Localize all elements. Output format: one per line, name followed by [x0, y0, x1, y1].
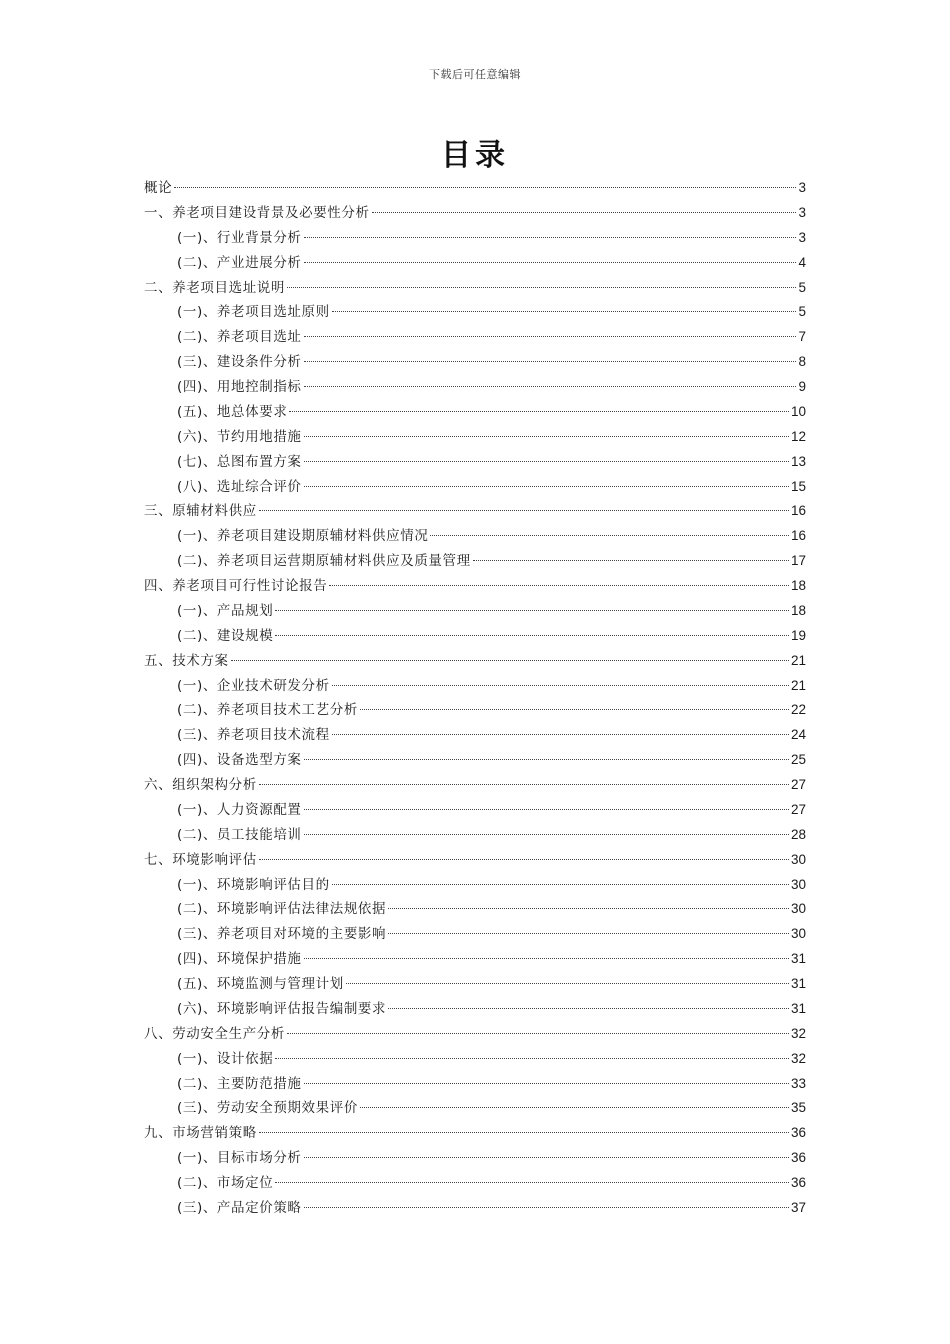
toc-dot-leader: [304, 461, 789, 462]
toc-entry-label: (一)、环境影响评估目的: [177, 876, 330, 893]
toc-entry[interactable]: [144, 1121, 806, 1146]
toc-entry-page: 32: [790, 1050, 806, 1066]
toc-entry-page: 3: [798, 180, 806, 195]
toc-entry[interactable]: [144, 848, 806, 873]
toc-dot-leader: [304, 834, 789, 835]
toc-entry-label: 七、环境影响评估: [144, 851, 257, 868]
toc-dot-leader: [275, 635, 789, 636]
toc-entry-page: 24: [790, 727, 806, 743]
toc-dot-leader: [329, 585, 789, 586]
toc-entry[interactable]: [144, 325, 806, 350]
toc-entry[interactable]: [144, 599, 806, 624]
toc-entry[interactable]: [144, 674, 806, 699]
toc-entry[interactable]: [144, 549, 806, 574]
toc-dot-leader: [360, 709, 789, 710]
toc-entry[interactable]: [144, 698, 806, 723]
toc-dot-leader: [259, 859, 789, 860]
toc-entry-label: (八)、选址综合评价: [177, 478, 302, 495]
toc-entry-page: 30: [790, 851, 806, 867]
toc-entry-label: (一)、养老项目选址原则: [177, 304, 330, 321]
toc-dot-leader: [259, 784, 789, 785]
toc-entry-page: 31: [790, 1000, 806, 1016]
toc-entry[interactable]: [144, 574, 806, 599]
toc-entry-page: 16: [790, 528, 806, 544]
toc-entry-page: 17: [790, 553, 806, 569]
toc-entry-page: 31: [790, 951, 806, 967]
toc-dot-leader: [388, 908, 789, 909]
toc-entry[interactable]: [144, 1047, 806, 1072]
toc-dot-leader: [332, 685, 789, 686]
toc-entry-page: 18: [790, 602, 806, 618]
toc-entry-label: 九、市场营销策略: [144, 1125, 257, 1142]
toc-entry-page: 21: [790, 652, 806, 668]
toc-dot-leader: [289, 411, 789, 412]
toc-entry[interactable]: [144, 251, 806, 276]
toc-entry-label: (三)、建设条件分析: [177, 354, 302, 371]
toc-entry[interactable]: [144, 873, 806, 898]
toc-entry-page: 10: [790, 403, 806, 419]
toc-dot-leader: [174, 187, 796, 188]
toc-entry-label: (四)、用地控制指标: [177, 379, 302, 395]
toc-entry[interactable]: [144, 1022, 806, 1047]
toc-entry-page: 28: [790, 826, 806, 842]
toc-dot-leader: [304, 336, 797, 337]
toc-entry-label: (二)、市场定位: [177, 1175, 274, 1191]
toc-entry[interactable]: [144, 972, 806, 997]
toc-entry-page: 3: [798, 229, 806, 245]
toc-entry-label: (二)、环境影响评估法律法规依据: [177, 901, 387, 918]
toc-entry-label: (一)、企业技术研发分析: [177, 677, 330, 694]
toc-entry-page: 3: [798, 204, 806, 220]
toc-entry-label: (三)、养老项目技术流程: [177, 727, 330, 744]
toc-entry-page: 37: [790, 1199, 806, 1215]
toc-dot-leader: [304, 958, 789, 959]
toc-entry-label: (一)、目标市场分析: [177, 1150, 302, 1167]
toc-entry[interactable]: [144, 1072, 806, 1097]
toc-dot-leader: [304, 1207, 789, 1208]
toc-dot-leader: [304, 386, 797, 387]
toc-entry-label: 概论: [144, 180, 173, 196]
toc-dot-leader: [304, 759, 789, 760]
toc-dot-leader: [287, 287, 796, 288]
toc-entry-label: 三、原辅材料供应: [144, 503, 257, 520]
toc-dot-leader: [275, 610, 789, 611]
toc-entry[interactable]: [144, 798, 806, 823]
toc-entry-page: 15: [790, 478, 806, 494]
toc-entry-page: 22: [790, 702, 806, 718]
toc-dot-leader: [304, 436, 789, 437]
toc-list: [144, 176, 806, 1221]
toc-entry[interactable]: [144, 997, 806, 1022]
header-note: 下载后可任意编辑: [429, 68, 521, 81]
toc-entry-label: (二)、养老项目技术工艺分析: [177, 702, 358, 719]
toc-dot-leader: [332, 734, 789, 735]
toc-entry-page: 21: [790, 677, 806, 693]
toc-entry[interactable]: [144, 1146, 806, 1171]
toc-dot-leader: [231, 660, 789, 661]
toc-entry-page: 36: [790, 1150, 806, 1166]
toc-title: 目录: [441, 138, 509, 173]
toc-dot-leader: [259, 1132, 789, 1133]
toc-entry-page: 7: [798, 329, 806, 345]
toc-entry-label: (三)、养老项目对环境的主要影响: [177, 926, 387, 943]
toc-entry-label: 一、养老项目建设背景及必要性分析: [144, 204, 370, 221]
toc-entry-label: (七)、总图布置方案: [177, 453, 302, 470]
toc-entry[interactable]: [144, 773, 806, 798]
toc-entry[interactable]: [144, 475, 806, 500]
toc-entry[interactable]: [144, 748, 806, 773]
toc-entry-page: 16: [790, 503, 806, 519]
toc-entry-page: 18: [790, 578, 806, 593]
toc-entry-label: 四、养老项目可行性讨论报告: [144, 578, 328, 594]
toc-entry[interactable]: [144, 350, 806, 375]
toc-entry-page: 30: [790, 901, 806, 917]
toc-entry-label: (五)、环境监测与管理计划: [177, 976, 344, 992]
toc-entry[interactable]: [144, 1096, 806, 1121]
toc-dot-leader: [287, 1033, 789, 1034]
toc-entry-page: 25: [790, 752, 806, 768]
toc-dot-leader: [304, 809, 789, 810]
toc-entry-page: 5: [798, 279, 806, 295]
toc-entry[interactable]: [144, 897, 806, 922]
toc-dot-leader: [360, 1107, 789, 1108]
toc-entry[interactable]: [144, 723, 806, 748]
toc-entry[interactable]: [144, 823, 806, 848]
toc-entry-label: (四)、环境保护措施: [177, 951, 302, 968]
toc-entry[interactable]: [144, 201, 806, 226]
toc-entry-page: 32: [790, 1025, 806, 1041]
toc-entry-label: 八、劳动安全生产分析: [144, 1025, 285, 1042]
toc-dot-leader: [430, 535, 789, 536]
toc-entry-page: 30: [790, 926, 806, 942]
toc-entry-label: 六、组织架构分析: [144, 777, 257, 793]
toc-dot-leader: [304, 262, 797, 263]
toc-entry-page: 12: [790, 428, 806, 444]
toc-entry-label: 五、技术方案: [144, 652, 229, 669]
toc-entry-label: (二)、养老项目选址: [177, 329, 302, 346]
toc-entry-label: (三)、产品定价策略: [177, 1199, 302, 1216]
toc-entry[interactable]: [144, 947, 806, 972]
toc-dot-leader: [473, 560, 789, 561]
toc-entry-label: (五)、地总体要求: [177, 403, 288, 420]
toc-entry[interactable]: [144, 524, 806, 549]
toc-entry-page: 19: [790, 627, 806, 643]
toc-entry[interactable]: [144, 400, 806, 425]
toc-dot-leader: [332, 311, 797, 312]
toc-dot-leader: [346, 983, 789, 984]
toc-entry-page: 4: [798, 254, 806, 270]
toc-entry[interactable]: [144, 1196, 806, 1221]
toc-entry[interactable]: [144, 425, 806, 450]
toc-dot-leader: [304, 1083, 789, 1084]
toc-entry-label: (一)、行业背景分析: [177, 229, 302, 246]
toc-entry[interactable]: [144, 1171, 806, 1196]
toc-entry-label: 二、养老项目选址说明: [144, 279, 285, 296]
toc-entry[interactable]: [144, 450, 806, 475]
toc-entry-label: (一)、设计依据: [177, 1050, 274, 1067]
toc-entry-page: 36: [790, 1175, 806, 1190]
toc-entry-page: 27: [790, 801, 806, 817]
toc-entry-page: 30: [790, 876, 806, 892]
toc-entry[interactable]: [144, 226, 806, 251]
toc-dot-leader: [275, 1182, 789, 1183]
toc-entry-page: 27: [790, 777, 806, 792]
toc-entry-label: (二)、产业进展分析: [177, 254, 302, 271]
toc-dot-leader: [372, 212, 797, 213]
toc-entry-label: (二)、养老项目运营期原辅材料供应及质量管理: [177, 553, 471, 570]
toc-entry-page: 5: [798, 304, 806, 320]
toc-dot-leader: [304, 237, 797, 238]
toc-entry-page: 9: [798, 379, 806, 394]
toc-entry-label: (一)、人力资源配置: [177, 801, 302, 818]
toc-entry-page: 36: [790, 1125, 806, 1141]
toc-entry-label: (三)、劳动安全预期效果评价: [177, 1100, 358, 1117]
toc-entry-page: 31: [790, 976, 806, 991]
toc-entry[interactable]: [144, 649, 806, 674]
toc-entry-label: (四)、设备选型方案: [177, 752, 302, 769]
toc-entry-page: 35: [790, 1100, 806, 1116]
toc-entry[interactable]: [144, 375, 806, 400]
toc-entry-label: (二)、主要防范措施: [177, 1075, 302, 1092]
toc-dot-leader: [304, 1157, 789, 1158]
toc-entry[interactable]: [144, 499, 806, 524]
toc-entry-label: (一)、养老项目建设期原辅材料供应情况: [177, 528, 429, 545]
toc-entry[interactable]: [144, 922, 806, 947]
toc-entry-page: 13: [790, 453, 806, 469]
toc-entry-label: (二)、建设规模: [177, 627, 274, 644]
toc-dot-leader: [259, 510, 789, 511]
toc-entry-label: (二)、员工技能培训: [177, 826, 302, 843]
toc-dot-leader: [304, 486, 789, 487]
toc-entry-label: (六)、节约用地措施: [177, 428, 302, 445]
toc-entry-page: 8: [798, 354, 806, 370]
toc-entry[interactable]: [144, 276, 806, 301]
toc-dot-leader: [388, 933, 789, 934]
toc-entry[interactable]: [144, 300, 806, 325]
toc-dot-leader: [304, 361, 797, 362]
toc-entry-label: (一)、产品规划: [177, 602, 274, 619]
toc-entry-page: 33: [790, 1075, 806, 1091]
toc-dot-leader: [275, 1058, 789, 1059]
toc-entry[interactable]: [144, 176, 806, 201]
toc-entry[interactable]: [144, 624, 806, 649]
toc-dot-leader: [388, 1008, 789, 1009]
toc-dot-leader: [332, 884, 789, 885]
toc-entry-label: (六)、环境影响评估报告编制要求: [177, 1000, 387, 1017]
